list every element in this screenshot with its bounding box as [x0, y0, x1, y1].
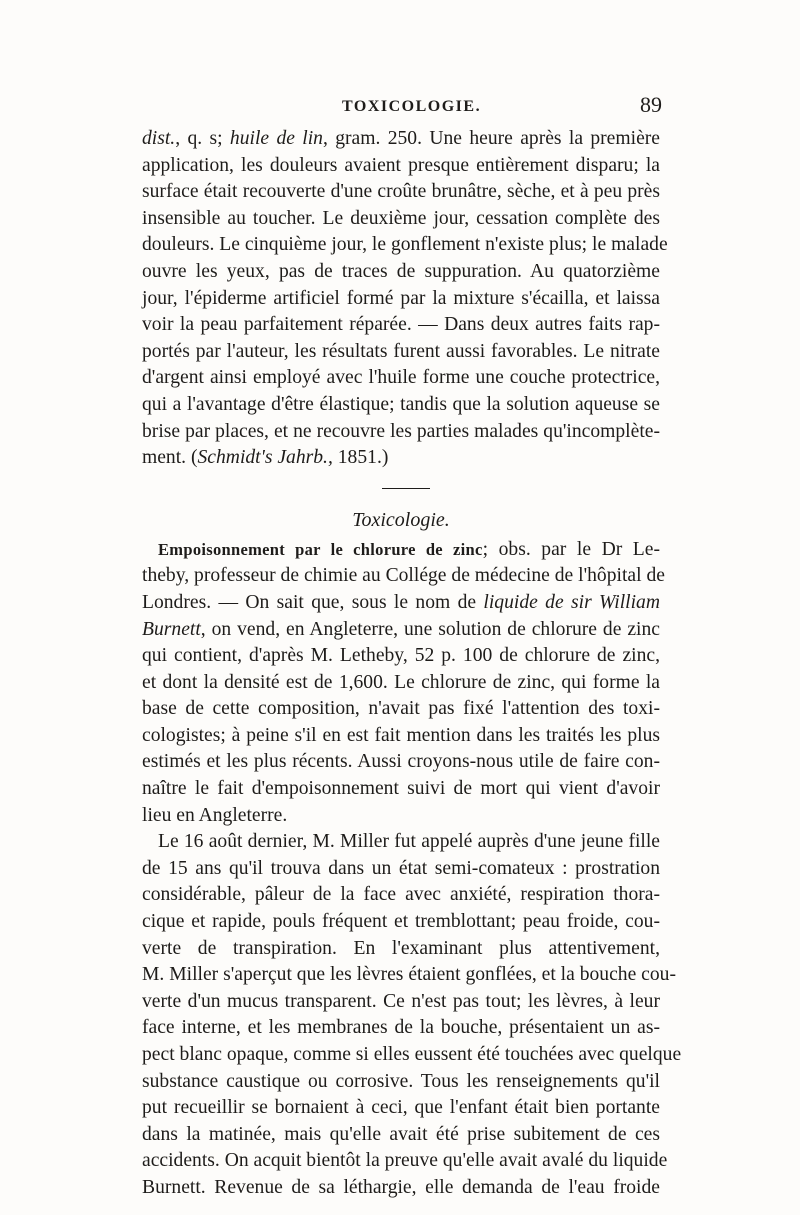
text-line: put recueillir se bornaient à ceci, que l'enfant était bien portante: [142, 1097, 660, 1119]
text-line: [142, 445, 660, 472]
text-line: cique et rapide, pouls fréquent et tremblottant; peau froide, cou-: [142, 911, 660, 933]
text-line: ouvre les yeux, pas de traces de suppuration. Au quatorzième: [142, 260, 660, 282]
text-line: qui contient, d'après M. Letheby, 52 p. 100 de chlorure de zinc,: [142, 645, 660, 667]
text-span: , q. s;: [175, 128, 230, 149]
text-italic: huile de lin: [229, 128, 323, 149]
text-italic: Burnett: [142, 618, 201, 640]
text-line: voir la peau parfaitement réparée. — Dans deux autres faits rap-: [142, 314, 660, 336]
text-line: [142, 537, 660, 564]
text-line: portés par l'auteur, les résultats furent aussi favorables. Le nitrate: [142, 340, 660, 362]
page-header: [142, 92, 662, 126]
text-line: base de cette composition, n'avait pas fixé l'attention des toxi-: [142, 698, 660, 720]
text-italic: liquide de sir William: [483, 591, 660, 613]
text-line: d'argent ainsi employé avec l'huile forme une couche protectrice,: [142, 367, 660, 389]
text-line: cologistes; à peine s'il en est fait mention dans les traités les plus: [142, 724, 660, 746]
page-number: 89: [640, 92, 662, 117]
text-line: surface était recouverte d'une croûte brunâtre, sèche, et à peu près: [142, 181, 660, 203]
paragraph-case: [142, 829, 682, 1201]
text-line: [142, 590, 660, 617]
text-line: pect blanc opaque, comme si elles eussent été touchées avec quelque: [142, 1044, 682, 1065]
text-span: ment. (: [142, 447, 198, 469]
text-line: dans la matinée, mais qu'elle avait été prise subitement de ces: [142, 1123, 660, 1145]
text-line: lieu en Angleterre.: [142, 804, 288, 826]
text-line: application, les douleurs avaient presque entièrement disparu; la: [142, 154, 660, 176]
text-line: brise par places, et ne recouvre les parties malades qu'incomplète-: [142, 420, 660, 442]
body-text: [142, 126, 682, 1202]
section-title: Toxicologie.: [352, 508, 450, 531]
paragraph-zinc: [142, 537, 665, 830]
text-line: naître le fait d'empoisonnement suivi de mort qui vient d'avoir: [142, 778, 660, 800]
section-divider: [142, 472, 660, 505]
text-line: jour, l'épiderme artificiel formé par la mixture s'écailla, et laissa: [142, 287, 660, 309]
paragraph-continued: [142, 126, 668, 472]
text-span: ; obs. par le Dr Le-: [482, 538, 660, 560]
text-line: qui a l'avantage d'être élastique; tandis que la solution aqueuse se: [142, 393, 660, 415]
text-italic: dist.: [142, 128, 176, 149]
text-span: Londres. — On sait que, sous le nom de: [142, 591, 484, 613]
text-line: douleurs. Le cinquième jour, le gonflement n'existe plus; le malade: [142, 234, 668, 256]
text-line: de 15 ans qu'il trouva dans un état semi-comateux : prostration: [142, 857, 660, 879]
text-line: Le 16 août dernier, M. Miller fut appelé auprès d'une jeune fille: [158, 831, 660, 853]
text-line: verte d'un mucus transparent. Ce n'est pas tout; les lèvres, à leur: [142, 990, 660, 1012]
text-span: 1851.): [332, 447, 389, 469]
text-line: substance caustique ou corrosive. Tous les renseignements qu'il: [142, 1070, 660, 1092]
running-title: TOXICOLOGIE.: [342, 98, 482, 115]
text-line: et dont la densité est de 1,600. Le chlorure de zinc, qui forme la: [142, 671, 660, 693]
text-line: insensible au toucher. Le deuxième jour, cessation complète des: [142, 207, 660, 229]
text-line: considérable, pâleur de la face avec anxiété, respiration thora-: [142, 884, 660, 906]
text-line: face interne, et les membranes de la bouche, présentaient un as-: [142, 1017, 660, 1039]
text-line: verte de transpiration. En l'examinant plus attentivement,: [142, 937, 660, 959]
text-line: [142, 617, 660, 644]
text-line: Burnett. Revenue de sa léthargie, elle demanda de l'eau froide: [142, 1176, 660, 1198]
citation-italic: Schmidt's Jahrb.,: [197, 447, 333, 469]
text-line: estimés et les plus récents. Aussi croyons-nous utile de faire con-: [142, 751, 660, 773]
text-line: [142, 126, 660, 153]
text-span: , gram. 250. Une heure après la première: [322, 128, 660, 149]
text-line: theby, professeur de chimie au Collége de médecine de l'hôpital de: [142, 565, 665, 587]
horizontal-rule: [382, 488, 430, 490]
text-line: M. Miller s'aperçut que les lèvres étaient gonflées, et la bouche cou-: [142, 964, 676, 986]
text-span: , on vend, en Angleterre, une solution de chlorure de zinc: [200, 618, 660, 640]
text-line: accidents. On acquit bientôt la preuve qu'elle avait avalé du liquide: [142, 1150, 668, 1172]
article-heading: Empoisonnement par le chlorure de zinc: [158, 539, 483, 559]
